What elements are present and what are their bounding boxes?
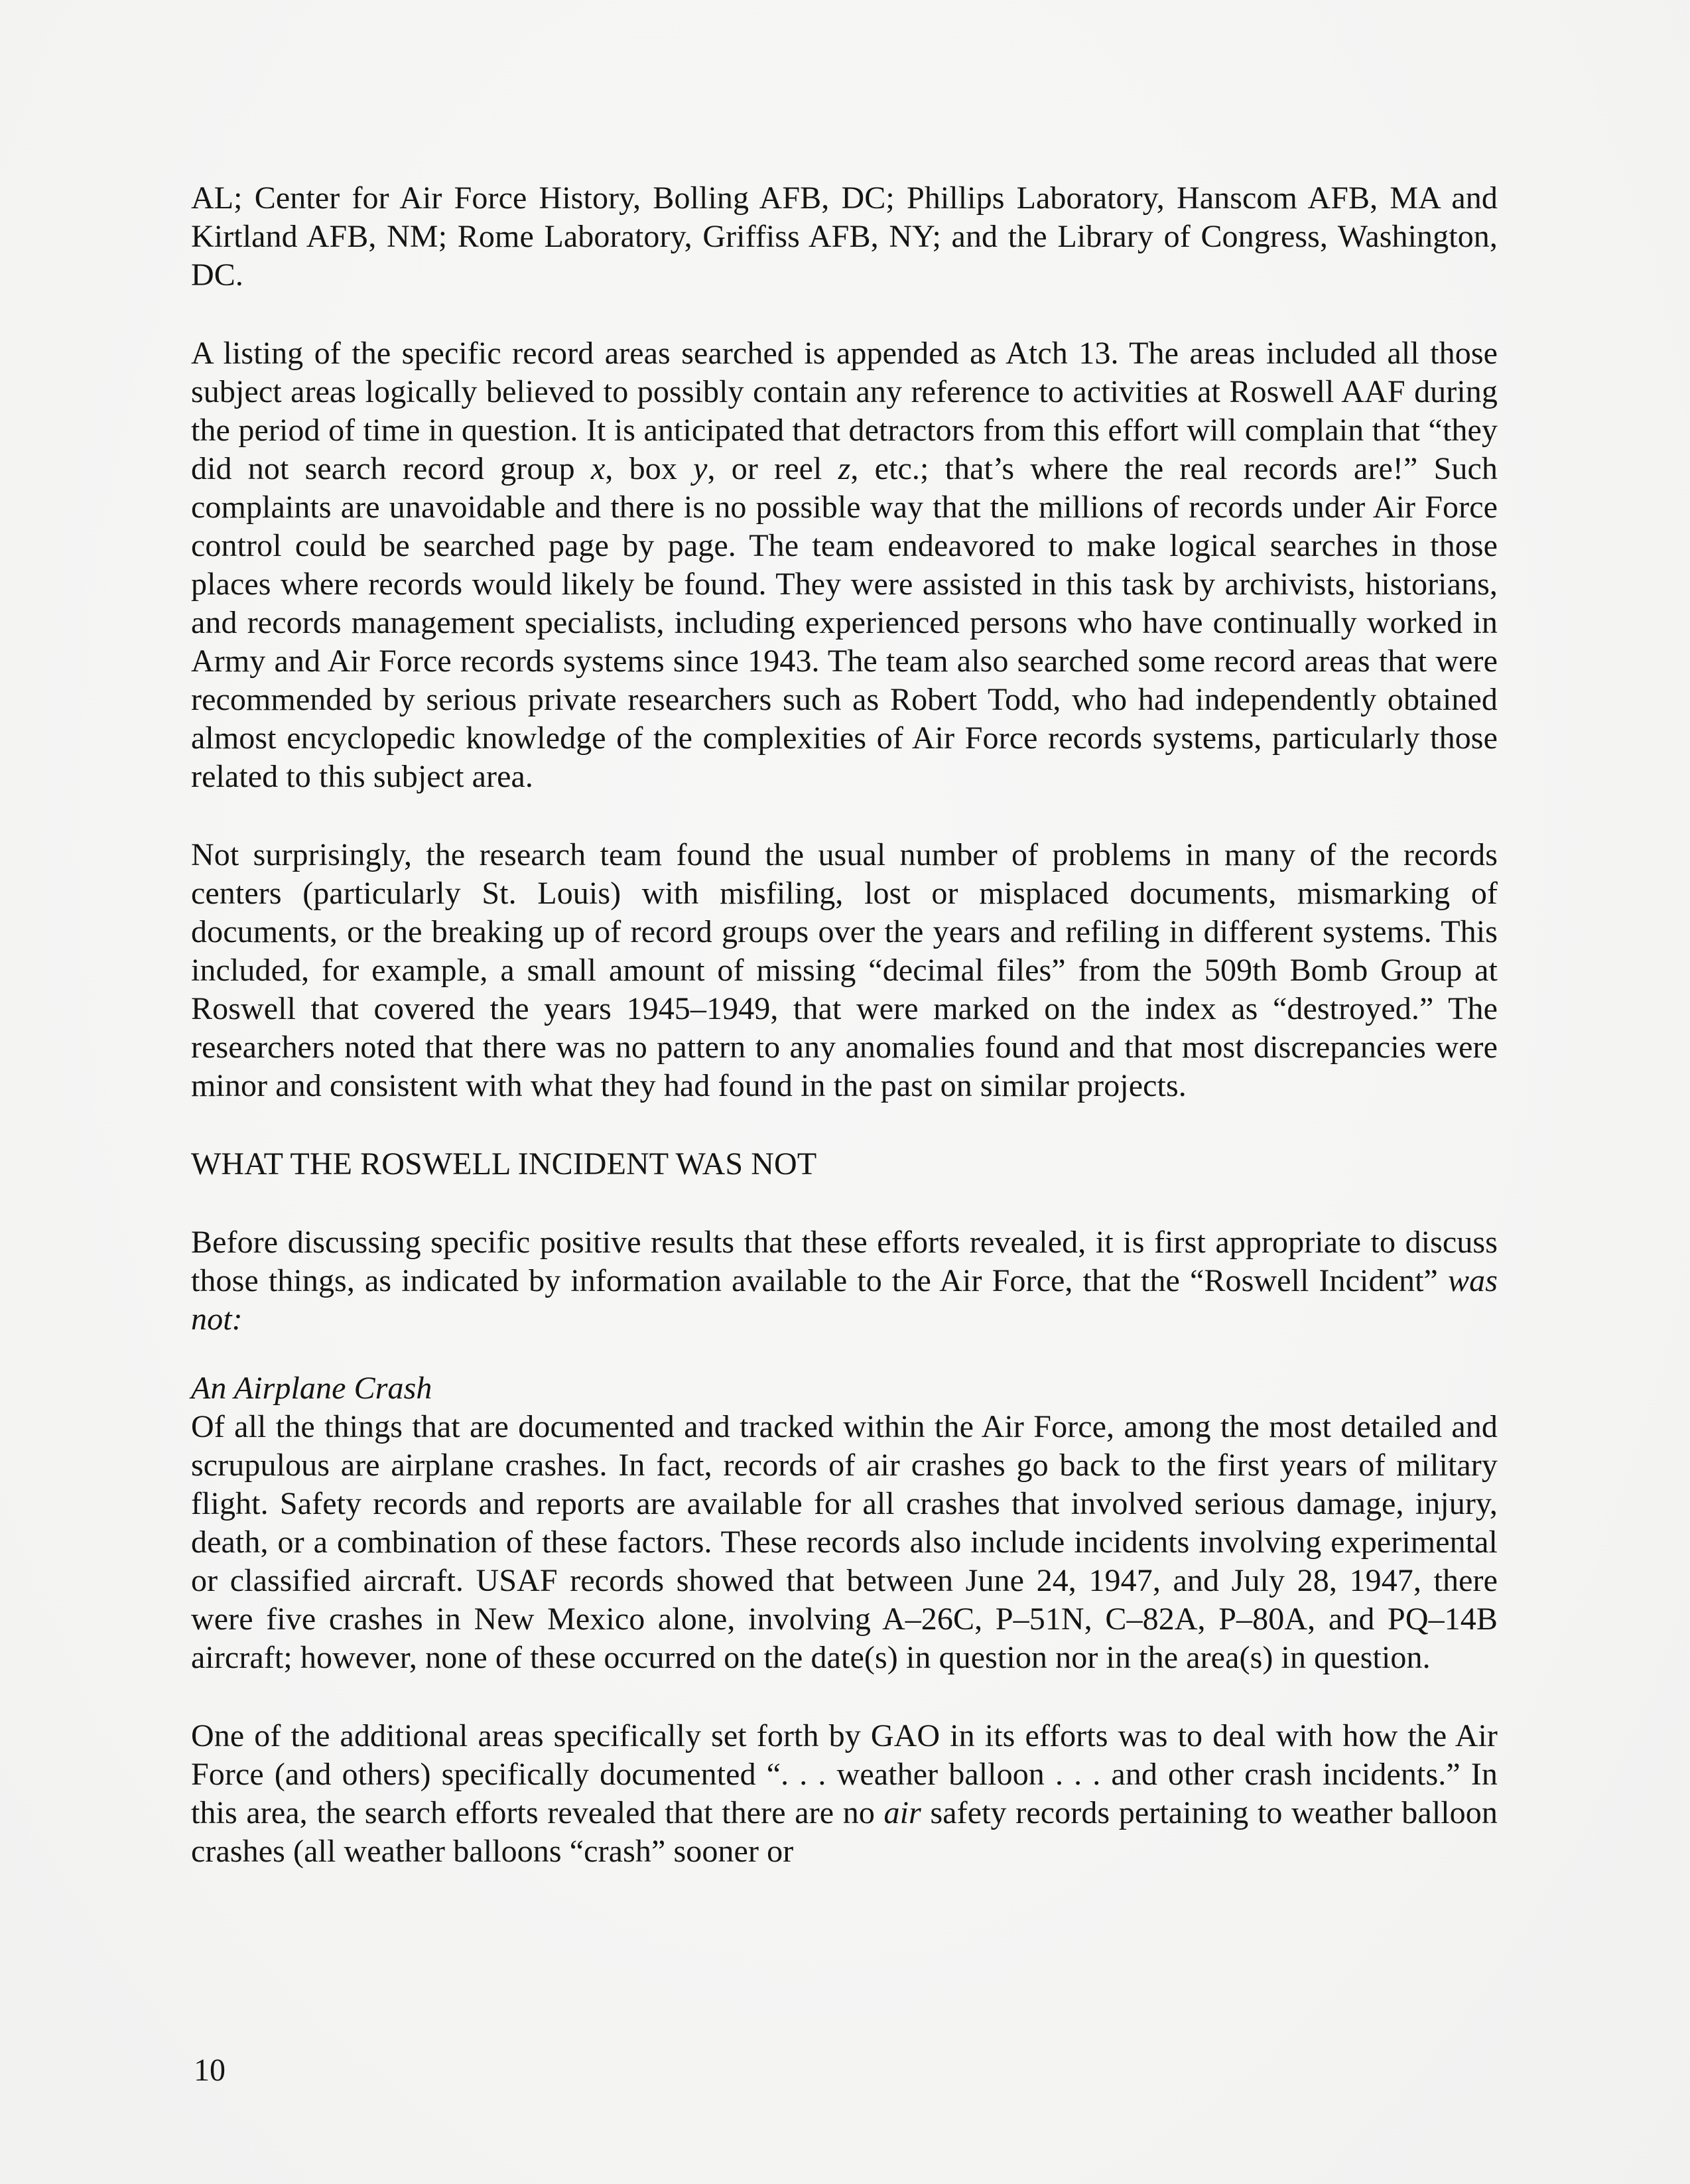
text-run: , or reel	[707, 451, 838, 486]
paragraph-gao-weather-balloon	[191, 1717, 1498, 1871]
paragraph-record-areas-searched	[191, 334, 1498, 796]
text-run: One of the additional areas specifically set forth by GAO in its efforts was to deal with how the Air Force (and others) specifically documented “. . . weather balloon . . . and other crash incidents.” In this area, the search efforts revealed that there are no	[191, 1718, 1498, 1830]
page-number: 10	[194, 2053, 226, 2088]
text-run: A listing of the specific record areas searched is appended as Atch 13. The areas included all those subject areas logically believed to possibly contain any reference to activities at Roswell AAF during the period of time in question. It is anticipated that detractors from this effort will complain that “they did not search record group	[191, 336, 1498, 486]
text-run: , etc.; that’s where the real records are!” Such complaints are unavoidable and there is no possible way that the millions of records under Air Force control could be searched page by page. The team endeavored to make logical searches in those places where records would likely be found. They were assisted in this task by archivists, historians, and records management specialists, including experienced persons who have continually worked in Army and Air Force records systems since 1943. The team also searched some record areas that were recommended by serious private researchers such as Robert Todd, who had independently obtained almost encyclopedic knowledge of the complexities of Air Force records systems, particularly those related to this subject area.	[191, 451, 1498, 794]
section-heading-what-roswell-was-not: WHAT THE ROSWELL INCIDENT WAS NOT	[191, 1146, 817, 1182]
italic-air: air	[883, 1795, 921, 1830]
subsection-heading-airplane-crash: An Airplane Crash	[191, 1371, 432, 1406]
italic-variable-y: y	[693, 451, 708, 486]
italic-variable-x: x	[590, 451, 606, 486]
italic-variable-z: z	[838, 451, 851, 486]
paragraph-airplane-crash-records: Of all the things that are documented and tracked within the Air Force, among the most detailed and scrupulous are airplane crashes. In fact, records of air crashes go back to the first years of military flight. Safety records and reports are available for all crashes that involved serious damage, injury, death, or a combination of these factors. These records also include incidents involving experimental or classified aircraft. USAF records showed that between June 24, 1947, and July 28, 1947, there were five crashes in New Mexico alone, involving A–26C, P–51N, C–82A, P–80A, and PQ–14B aircraft; however, none of these occurred on the date(s) in question nor in the area(s) in question.	[191, 1409, 1498, 1675]
paragraph-facility-list: AL; Center for Air Force History, Bolling AFB, DC; Phillips Laboratory, Hanscom AFB, MA and Kirtland AFB, NM; Rome Laboratory, Griffiss AFB, NY; and the Library of Congress, Washington, DC.	[191, 180, 1498, 293]
page-body	[191, 179, 1498, 1911]
text-run: safety records pertaining to weather balloon crashes (all weather balloons “crash” sooner or	[191, 1795, 1498, 1869]
text-run: , box	[605, 451, 694, 486]
italic-was-not: was not:	[191, 1263, 1498, 1337]
text-run: Before discussing specific positive results that these efforts revealed, it is first appropriate to discuss those things, as indicated by information available to the Air Force, that the “Roswell Incident”	[191, 1225, 1498, 1298]
paragraph-before-discussing	[191, 1223, 1498, 1339]
paragraph-records-problems: Not surprisingly, the research team found the usual number of problems in many of the records centers (particularly St. Louis) with misfiling, lost or misplaced documents, mismarking of documents, or the breaking up of record groups over the years and refiling in different systems. This included, for example, a small amount of missing “decimal files” from the 509th Bomb Group at Roswell that covered the years 1945–1949, that were marked on the index as “destroyed.” The researchers noted that there was no pattern to any anomalies found and that most discrepancies were minor and consistent with what they had found in the past on similar projects.	[191, 837, 1498, 1103]
